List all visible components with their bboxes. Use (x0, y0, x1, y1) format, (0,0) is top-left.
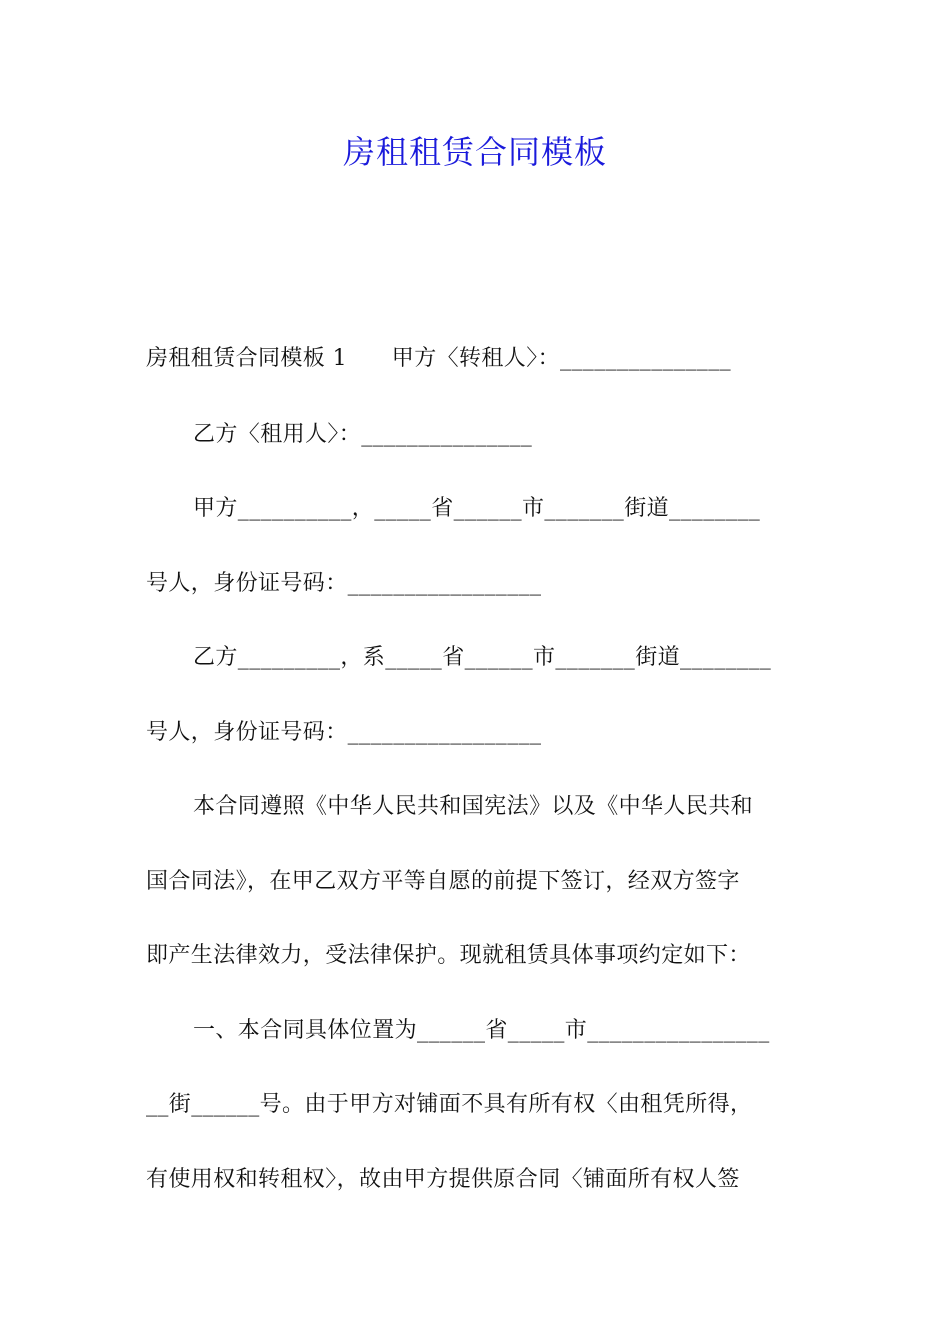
paragraph-line: 一、本合同具体位置为______省_____市________________ (193, 1018, 770, 1043)
paragraph-line: 甲方__________，_____省______市_______街道________ (193, 496, 761, 521)
paragraph-line: 本合同遵照《中华人民共和国宪法》以及《中华人民共和 (193, 794, 754, 819)
paragraph-line: 乙方〈租用人〉：_______________ (193, 422, 533, 447)
paragraph-line: 号人，身份证号码：_________________ (146, 571, 542, 596)
paragraph-line: 乙方_________，系_____省______市_______街道________ (193, 645, 772, 670)
paragraph-line: 房租租赁合同模板 1 甲方〈转租人〉：_______________ (146, 346, 731, 371)
document-title: 房租租赁合同模板 (342, 133, 607, 171)
paragraph-line: 国合同法》，在甲乙双方平等自愿的前提下签订，经双方签字 (146, 869, 740, 894)
paragraph-line: 即产生法律效力，受法律保护。现就租赁具体事项约定如下： (146, 943, 751, 968)
paragraph-line: 号人，身份证号码：_________________ (146, 720, 542, 745)
paragraph-line: 有使用权和转租权〉，故由甲方提供原合同〈铺面所有权人签 (146, 1167, 740, 1192)
paragraph-line: __街______号。由于甲方对铺面不具有所有权〈由租凭所得， (146, 1092, 753, 1117)
